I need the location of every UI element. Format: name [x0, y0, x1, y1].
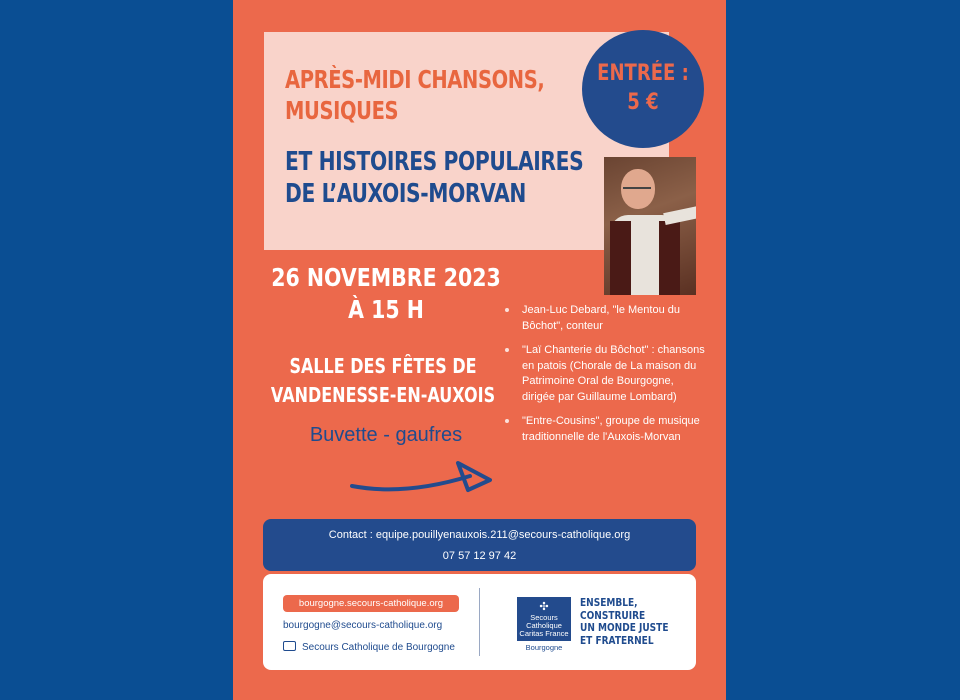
- photo-glasses: [623, 181, 651, 189]
- performer-text: "Laï Chanterie du Bôchot" : chansons en patois (Chorale de La maison du Patrimoine Oral de Bourgogne, dirigée par Guillaume Lombard): [522, 344, 705, 403]
- title-line-4: DE L’AUXOIS-MORVAN: [285, 179, 526, 209]
- photo-head: [621, 169, 655, 209]
- event-date: 26 NOVEMBRE 2023: [271, 263, 501, 292]
- logo-line-3: Caritas France: [519, 629, 569, 638]
- logo-line-1: Secours: [530, 613, 558, 622]
- bullet-icon: [505, 419, 509, 423]
- slogan: [580, 597, 668, 647]
- venue-line-2: VANDENESSE-EN-AUXOIS: [270, 383, 496, 407]
- event-extras: Buvette - gaufres: [309, 424, 463, 446]
- contact-email[interactable]: Contact : equipe.pouillyenauxois.211@secours-catholique.org: [328, 529, 631, 541]
- mail-icon: [283, 641, 296, 651]
- logo-region: Bourgogne: [525, 643, 563, 652]
- slogan-line-2: CONSTRUIRE: [580, 608, 646, 622]
- performer-text: Jean-Luc Debard, "le Mentou du Bôchot", conteur: [522, 304, 681, 332]
- photo-arm: [663, 205, 696, 225]
- divider: [479, 588, 480, 656]
- price-badge: [582, 30, 704, 148]
- venue-line-1: SALLE DES FÊTES DE: [289, 354, 477, 378]
- price-label: ENTRÉE :: [597, 61, 689, 86]
- performer-photo: [604, 157, 696, 295]
- contact-phone[interactable]: 07 57 12 97 42: [442, 550, 517, 562]
- email-link[interactable]: bourgogne@secours-catholique.org: [283, 620, 443, 631]
- list-item: [505, 414, 705, 445]
- bullet-icon: [505, 308, 509, 312]
- performer-text: "Entre-Cousins", groupe de musique traditionnelle de l'Auxois-Morvan: [522, 415, 700, 443]
- slogan-line-3: UN MONDE JUSTE: [580, 621, 669, 634]
- contact-box: [263, 519, 696, 571]
- slogan-line-1: ENSEMBLE,: [580, 596, 638, 609]
- slogan-line-4: ET FRATERNEL: [580, 633, 654, 647]
- secours-catholique-logo: [517, 597, 571, 641]
- title-line-1: APRÈS-MIDI CHANSONS,: [285, 65, 545, 94]
- list-item: [505, 343, 705, 405]
- arrow-icon: [350, 460, 492, 494]
- event-time: À 15 H: [348, 295, 424, 324]
- facebook-link[interactable]: [283, 641, 455, 653]
- price-amount: 5 €: [627, 90, 659, 115]
- bullet-icon: [505, 348, 509, 352]
- list-item: [505, 303, 705, 334]
- facebook-label: Secours Catholique de Bourgogne: [302, 642, 455, 653]
- event-venue: [233, 352, 533, 410]
- event-datetime: [233, 262, 539, 326]
- website-link[interactable]: bourgogne.secours-catholique.org: [283, 595, 459, 612]
- performer-list: [505, 303, 705, 454]
- title-line-3: ET HISTOIRES POPULAIRES: [285, 147, 584, 177]
- title-blue: [285, 146, 583, 210]
- title-line-2: MUSIQUES: [285, 96, 399, 125]
- title-orange: [285, 64, 544, 126]
- logo-line-2: Catholique: [526, 621, 562, 630]
- cross-logo-icon: ✣: [539, 601, 549, 613]
- photo-vest: [610, 221, 680, 295]
